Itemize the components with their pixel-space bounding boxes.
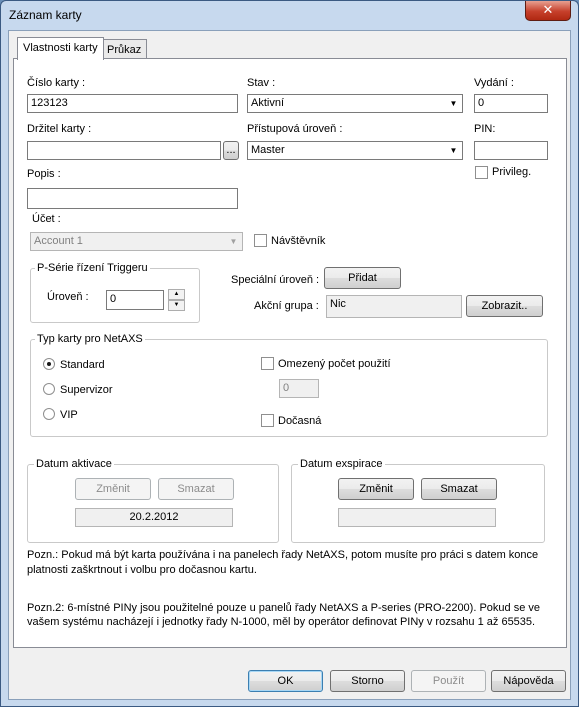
cancel-button[interactable]: Storno — [330, 670, 405, 692]
radio-vip-label: VIP — [60, 409, 78, 421]
state-value: Aktivní — [251, 97, 285, 109]
radio-standard[interactable] — [43, 358, 55, 370]
account-value: Account 1 — [34, 235, 83, 247]
account-select[interactable] — [30, 232, 243, 251]
state-label: Stav : — [247, 77, 276, 89]
window-title: Záznam karty — [9, 8, 82, 22]
chevron-down-icon: ▼ — [229, 237, 238, 246]
radio-supervisor-label: Supervizor — [60, 384, 113, 396]
radio-supervisor[interactable] — [43, 383, 55, 395]
description-label: Popis : — [27, 168, 61, 180]
holder-browse-button[interactable]: ... — [223, 141, 239, 160]
level-spin-up[interactable] — [168, 289, 185, 300]
level-label: Úroveň : — [47, 291, 89, 303]
issue-label: Vydání : — [474, 77, 514, 89]
description-input[interactable] — [27, 188, 238, 209]
card-number-input[interactable]: 123123 — [27, 94, 238, 113]
level-spin-down[interactable] — [168, 300, 185, 311]
note-2-line-1: Pozn.2: 6-místné PINy jsou použitelné pouze u panelů řady NetAXS a P-series (PRO-2200). Pokud se ve — [27, 602, 540, 614]
arrow-down-icon: ▼ — [173, 302, 180, 308]
holder-input[interactable] — [27, 141, 221, 160]
expiration-group — [291, 464, 545, 543]
card-type-group-title: Typ karty pro NetAXS — [37, 333, 143, 345]
action-group-label: Akční grupa : — [254, 300, 319, 312]
privileged-label: Privileg. — [492, 166, 532, 178]
activation-group-title: Datum aktivace — [36, 458, 112, 470]
issue-input[interactable]: 0 — [474, 94, 548, 113]
visitor-checkbox[interactable] — [254, 234, 267, 247]
arrow-up-icon: ▲ — [173, 291, 180, 297]
holder-label: Držitel karty : — [27, 123, 92, 135]
chevron-down-icon: ▼ — [449, 99, 458, 108]
activation-group — [27, 464, 279, 543]
tab-label: Průkaz — [107, 44, 142, 56]
access-level-label: Přístupová úroveň : — [247, 123, 343, 135]
chevron-down-icon: ▼ — [449, 146, 458, 155]
limited-use-input[interactable]: 0 — [279, 379, 319, 398]
expiration-change-button[interactable]: Změnit — [338, 478, 414, 500]
add-button[interactable]: Přidat — [324, 267, 401, 289]
activation-date-value: 20.2.2012 — [75, 508, 233, 527]
visitor-label: Návštěvník — [271, 235, 326, 247]
apply-button[interactable]: Použít — [411, 670, 486, 692]
show-button[interactable]: Zobrazit.. — [466, 295, 543, 317]
limited-use-checkbox[interactable] — [261, 357, 274, 370]
trigger-group-title: P-Série řízení Triggeru — [37, 262, 148, 274]
close-icon: ✕ — [542, 2, 554, 17]
radio-standard-label: Standard — [60, 359, 105, 371]
card-number-label: Číslo karty : — [27, 77, 86, 89]
temporary-checkbox[interactable] — [261, 414, 274, 427]
note-1-line-1: Pozn.: Pokud má být karta používána i na panelech řady NetAXS, potom musíte pro práci s datem konce — [27, 549, 539, 561]
tab-label: Vlastnosti karty — [23, 42, 98, 54]
note-1-line-2: platnosti zaškrtnout i volbu pro dočasnou kartu. — [27, 564, 257, 576]
activation-change-button[interactable]: Změnit — [75, 478, 151, 500]
help-button[interactable]: Nápověda — [491, 670, 566, 692]
ok-button[interactable]: OK — [248, 670, 323, 692]
radio-vip[interactable] — [43, 408, 55, 420]
pin-label: PIN: — [474, 123, 496, 135]
level-input[interactable]: 0 — [106, 290, 164, 310]
access-level-value: Master — [251, 144, 285, 156]
expiration-group-title: Datum exspirace — [300, 458, 383, 470]
tab-card-properties[interactable] — [17, 37, 104, 60]
privileged-checkbox[interactable] — [475, 166, 488, 179]
expiration-delete-button[interactable]: Smazat — [421, 478, 497, 500]
action-group-value: Nic — [326, 295, 462, 318]
access-level-select[interactable] — [247, 141, 463, 160]
temporary-label: Dočasná — [278, 415, 322, 427]
activation-delete-button[interactable]: Smazat — [158, 478, 234, 500]
pin-input[interactable] — [474, 141, 548, 160]
special-level-label: Speciální úroveň : — [231, 274, 320, 286]
state-select[interactable] — [247, 94, 463, 113]
expiration-date-value — [338, 508, 496, 527]
tab-badge[interactable] — [101, 39, 147, 60]
close-button[interactable] — [525, 1, 571, 21]
note-2-line-2: vašem systému nacházejí i jednotky řady N-1000, měl by operátor definovat PINy v rozsahu 1 až 65535. — [27, 616, 536, 628]
account-label: Účet : — [32, 213, 61, 225]
limited-use-label: Omezený počet použití — [278, 358, 391, 370]
